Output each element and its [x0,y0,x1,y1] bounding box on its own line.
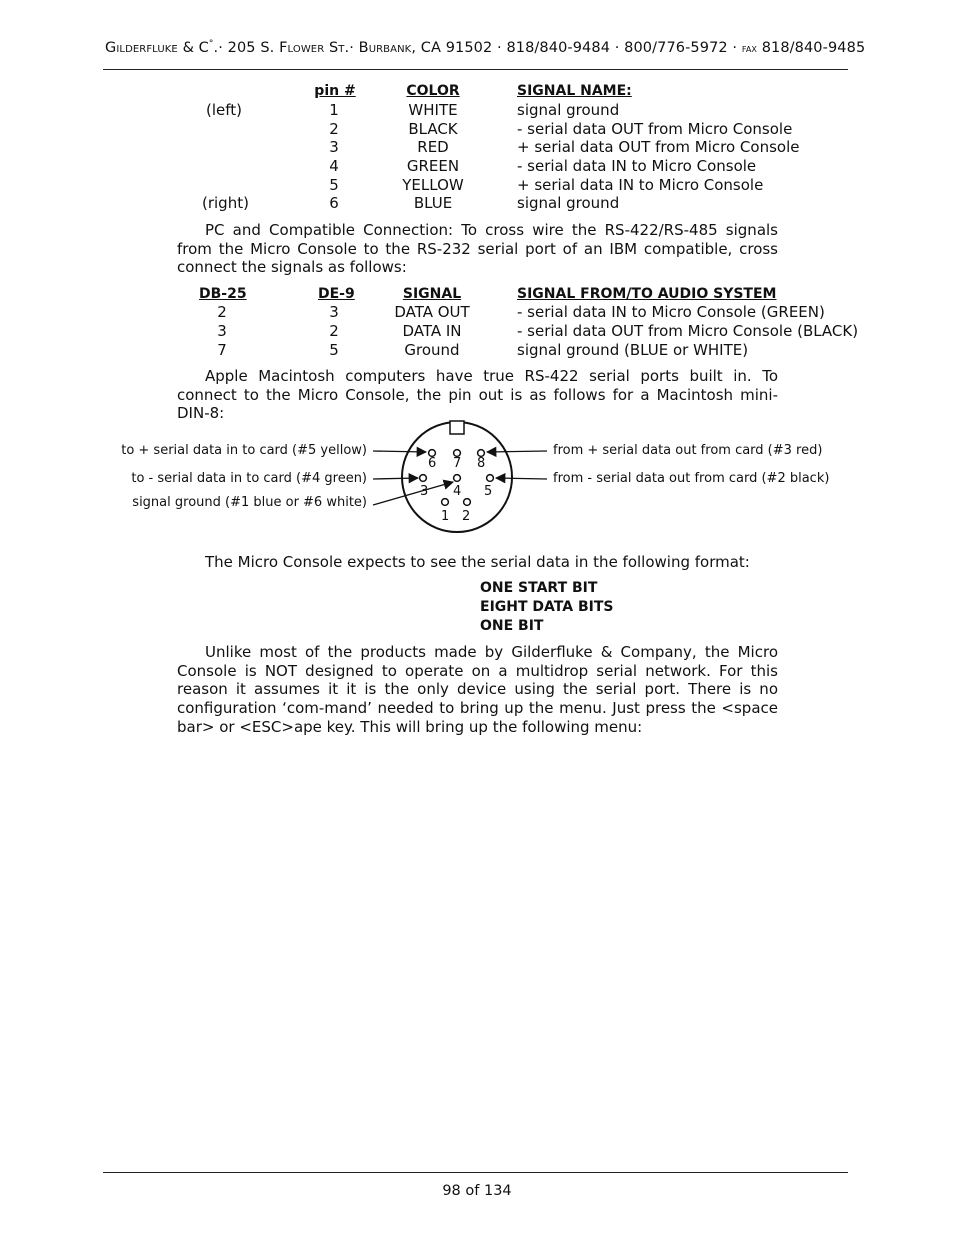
pin-number-label: 5 [484,484,493,499]
din-left-label: signal ground (#1 blue or #6 white) [132,495,367,510]
format-line: ONE BIT [480,618,544,634]
pin-color: YELLOW [402,176,464,194]
pin-number: 3 [329,138,339,156]
header-text: ilderfluke [116,39,178,56]
header-text: fax [741,41,757,55]
pin-number: 1 [329,101,339,119]
pin-number: 6 [329,194,339,212]
signal-name-header: SIGNAL NAME: [517,83,632,99]
header-text: 818/840-9485 [756,39,866,56]
db25-header: DB-25 [199,286,247,302]
pin-signal: + serial data OUT from Micro Console [517,138,800,156]
din-pin [442,499,449,506]
pin-header: pin # [314,83,356,99]
format-line: EIGHT DATA BITS [480,599,614,615]
header-text: .· [344,39,359,56]
din-right-label: from + serial data out from card (#3 red) [553,443,823,458]
side-label: (left) [206,101,242,119]
pin-number-label: 4 [453,484,462,499]
signal-cell: DATA IN [402,322,462,340]
din-left-label: to + serial data in to card (#5 yellow) [121,443,367,458]
db25-cell: 7 [217,341,227,359]
header-text: .· 205 S. [213,39,280,56]
header-text: G [105,39,117,56]
header-text: urbank [368,39,412,56]
pin-signal: signal ground [517,194,620,212]
multidrop-paragraph [177,643,778,737]
din-pin [464,499,471,506]
pin-color: GREEN [406,157,460,175]
format-line: ONE START BIT [480,580,598,596]
header-text: & C [177,39,209,56]
pin-color: BLACK [408,120,458,138]
din-pin [487,475,494,482]
pin-number-label: 3 [420,484,429,499]
db25-cell: 3 [217,322,227,340]
pin-number: 4 [329,157,339,175]
pin-color: WHITE [408,101,458,119]
paragraph-text: Apple Macintosh computers have true RS-422 serial ports built in. To connect to the Micro Console, the pin out is as follows for a Macintosh mini-DIN-8: [177,367,778,423]
pin-signal: signal ground [517,101,620,119]
pin-number-label: 7 [453,456,462,471]
pin-number-label: 1 [441,509,450,524]
pin-number: 5 [329,176,339,194]
pin-number-label: 8 [477,456,486,471]
color-header: COLOR [406,83,460,99]
pin-number: 2 [329,120,339,138]
arrow-to-pin4 [373,478,418,479]
page-number: 98 of 134 [442,1183,512,1199]
din-pin [420,475,427,482]
header-text: t [338,39,345,56]
paragraph-text: The Micro Console expects to see the serial data in the following format: [205,553,750,571]
header-text: S [324,39,339,56]
pin-number-label: 6 [428,456,437,471]
de9-cell: 3 [329,303,339,321]
from-to-cell: - serial data IN to Micro Console (GREEN) [517,303,825,321]
from-to-cell: signal ground (BLUE or WHITE) [517,341,749,359]
de9-header: DE-9 [318,286,355,302]
header-text: B [358,39,369,56]
paragraph-text: PC and Compatible Connection: To cross wire the RS-422/RS-485 signals from the Micro Console to the RS-232 serial port of an IBM compatible, cross connect the signals as follows: [177,221,778,277]
pin-color: BLUE [413,194,453,212]
db25-cell: 2 [217,303,227,321]
side-label: (right) [202,194,249,212]
de9-cell: 5 [329,341,339,359]
paragraph-text: Unlike most of the products made by Gilderfluke & Company, the Micro Console is NOT designed to operate on a multidrop serial network. For this reason it assumes it it is the only device using the serial port. There is no configuration ‘com-mand’ needed to bring up the menu. Just press the <space bar> or <ESC>ape key. This will bring up the following menu: [177,643,778,736]
pin-number-label: 2 [462,509,471,524]
din-right-label: from - serial data out from card (#2 black) [553,471,830,486]
de9-cell: 2 [329,322,339,340]
header-text: lower [287,39,325,56]
din8-connector-drawing [0,0,954,560]
signal-cell: Ground [404,341,460,359]
from-to-header: SIGNAL FROM/TO AUDIO SYSTEM [517,286,777,302]
header-text: F [279,39,288,56]
format-paragraph [177,553,778,572]
arrow-from-pin2 [496,478,547,479]
header-text: , CA 91502 · 818/840-9484 · 800/776-5972 · [411,39,742,56]
pin-signal: - serial data IN to Micro Console [517,157,757,175]
signal-cell: DATA OUT [394,303,470,321]
pin-signal: - serial data OUT from Micro Console [517,120,793,138]
arrow-to-pin5 [373,451,426,452]
pin-color: RED [417,138,449,156]
arrow-from-pin3 [487,451,547,452]
din-left-label: to - serial data in to card (#4 green) [131,471,367,486]
pin-signal: + serial data IN to Micro Console [517,176,764,194]
signal-header: SIGNAL [402,286,462,302]
footer-rule [103,1172,848,1173]
header-text: ° [208,39,214,49]
din-pin [454,475,461,482]
from-to-cell: - serial data OUT from Micro Console (BLACK) [517,322,859,340]
